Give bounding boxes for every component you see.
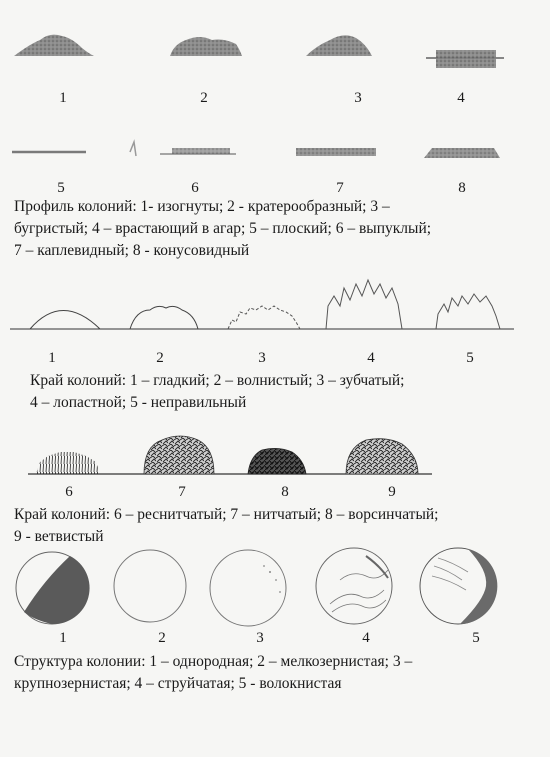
edge-4-lobate <box>326 280 402 329</box>
structure-2-fine-grained <box>114 550 186 622</box>
structure-row <box>16 548 497 626</box>
profile-2-crater-shape <box>170 37 242 56</box>
profile-number-2: 2 <box>200 90 208 106</box>
profile-8-cone-shape <box>424 148 500 158</box>
structure-number-5: 5 <box>472 630 480 646</box>
edge-row-1 <box>10 280 514 329</box>
edge-3-toothed <box>228 306 300 329</box>
profile-caption-line-2: бугристый; 4 – врастающий в агар; 5 – плоский; 6 – выпуклый; <box>14 220 432 237</box>
profile-caption-line-3: 7 – каплевидный; 8 - конусовидный <box>14 242 250 259</box>
edge-number-3: 3 <box>258 350 266 366</box>
profile-caption-line-1: Профиль колоний: 1- изогнуты; 2 - кратерообразный; 3 – <box>14 198 390 215</box>
edge-1-smooth <box>30 311 100 330</box>
edge-number-7: 7 <box>178 484 186 500</box>
structure-5-fibrous <box>420 548 497 624</box>
edge-number-6: 6 <box>65 484 73 500</box>
profile-row-2 <box>12 142 500 158</box>
structure-4-streaky <box>316 548 392 624</box>
edge-5-irregular <box>436 294 500 329</box>
edge-8-villous <box>248 448 306 474</box>
structure-number-2: 2 <box>158 630 166 646</box>
structure-number-1: 1 <box>59 630 67 646</box>
edge-row-2 <box>28 436 432 474</box>
edge-6-ciliate <box>36 452 100 474</box>
profile-row-1 <box>14 35 504 68</box>
profile-6-convex-shape <box>130 142 136 156</box>
profile-number-5: 5 <box>57 180 65 196</box>
edge-caption-2-line-1: Край колоний: 6 – реснитчатый; 7 – нитчатый; 8 – ворсинчатый; <box>14 506 439 523</box>
edge-2-wavy <box>130 306 198 329</box>
edge-caption-1-line-1: Край колоний: 1 – гладкий; 2 – волнистый; 3 – зубчатый; <box>30 372 405 389</box>
structure-caption-line-1: Структура колонии: 1 – однородная; 2 – мелкозернистая; 3 – <box>14 653 413 670</box>
edge-number-5: 5 <box>466 350 474 366</box>
edge-number-4: 4 <box>367 350 375 366</box>
structure-caption-line-2: крупнозернистая; 4 – струйчатая; 5 - волокнистая <box>14 675 342 692</box>
structure-number-4: 4 <box>362 630 370 646</box>
edge-7-filamentous <box>144 436 214 474</box>
profile-7-drop-shape <box>296 148 376 156</box>
profile-number-1: 1 <box>59 90 67 106</box>
structure-number-3: 3 <box>256 630 264 646</box>
edge-caption-1-line-2: 4 – лопастной; 5 - неправильный <box>30 394 247 411</box>
structure-1-homogeneous <box>16 552 90 624</box>
edge-caption-2-line-2: 9 - ветвистый <box>14 528 104 545</box>
profile-number-8: 8 <box>458 180 466 196</box>
profile-number-4: 4 <box>457 90 465 106</box>
structure-3-coarse-grained <box>210 550 286 626</box>
profile-3-hummocky-shape <box>306 35 372 56</box>
profile-number-3: 3 <box>354 90 362 106</box>
edge-number-1: 1 <box>48 350 56 366</box>
edge-number-8: 8 <box>281 484 289 500</box>
profile-1-curved-shape <box>14 35 94 56</box>
profile-number-7: 7 <box>336 180 344 196</box>
edge-number-2: 2 <box>156 350 164 366</box>
profile-4-ingrowing-shape <box>426 50 504 68</box>
edge-9-branched <box>346 439 418 474</box>
profile-number-6: 6 <box>191 180 199 196</box>
edge-number-9: 9 <box>388 484 396 500</box>
